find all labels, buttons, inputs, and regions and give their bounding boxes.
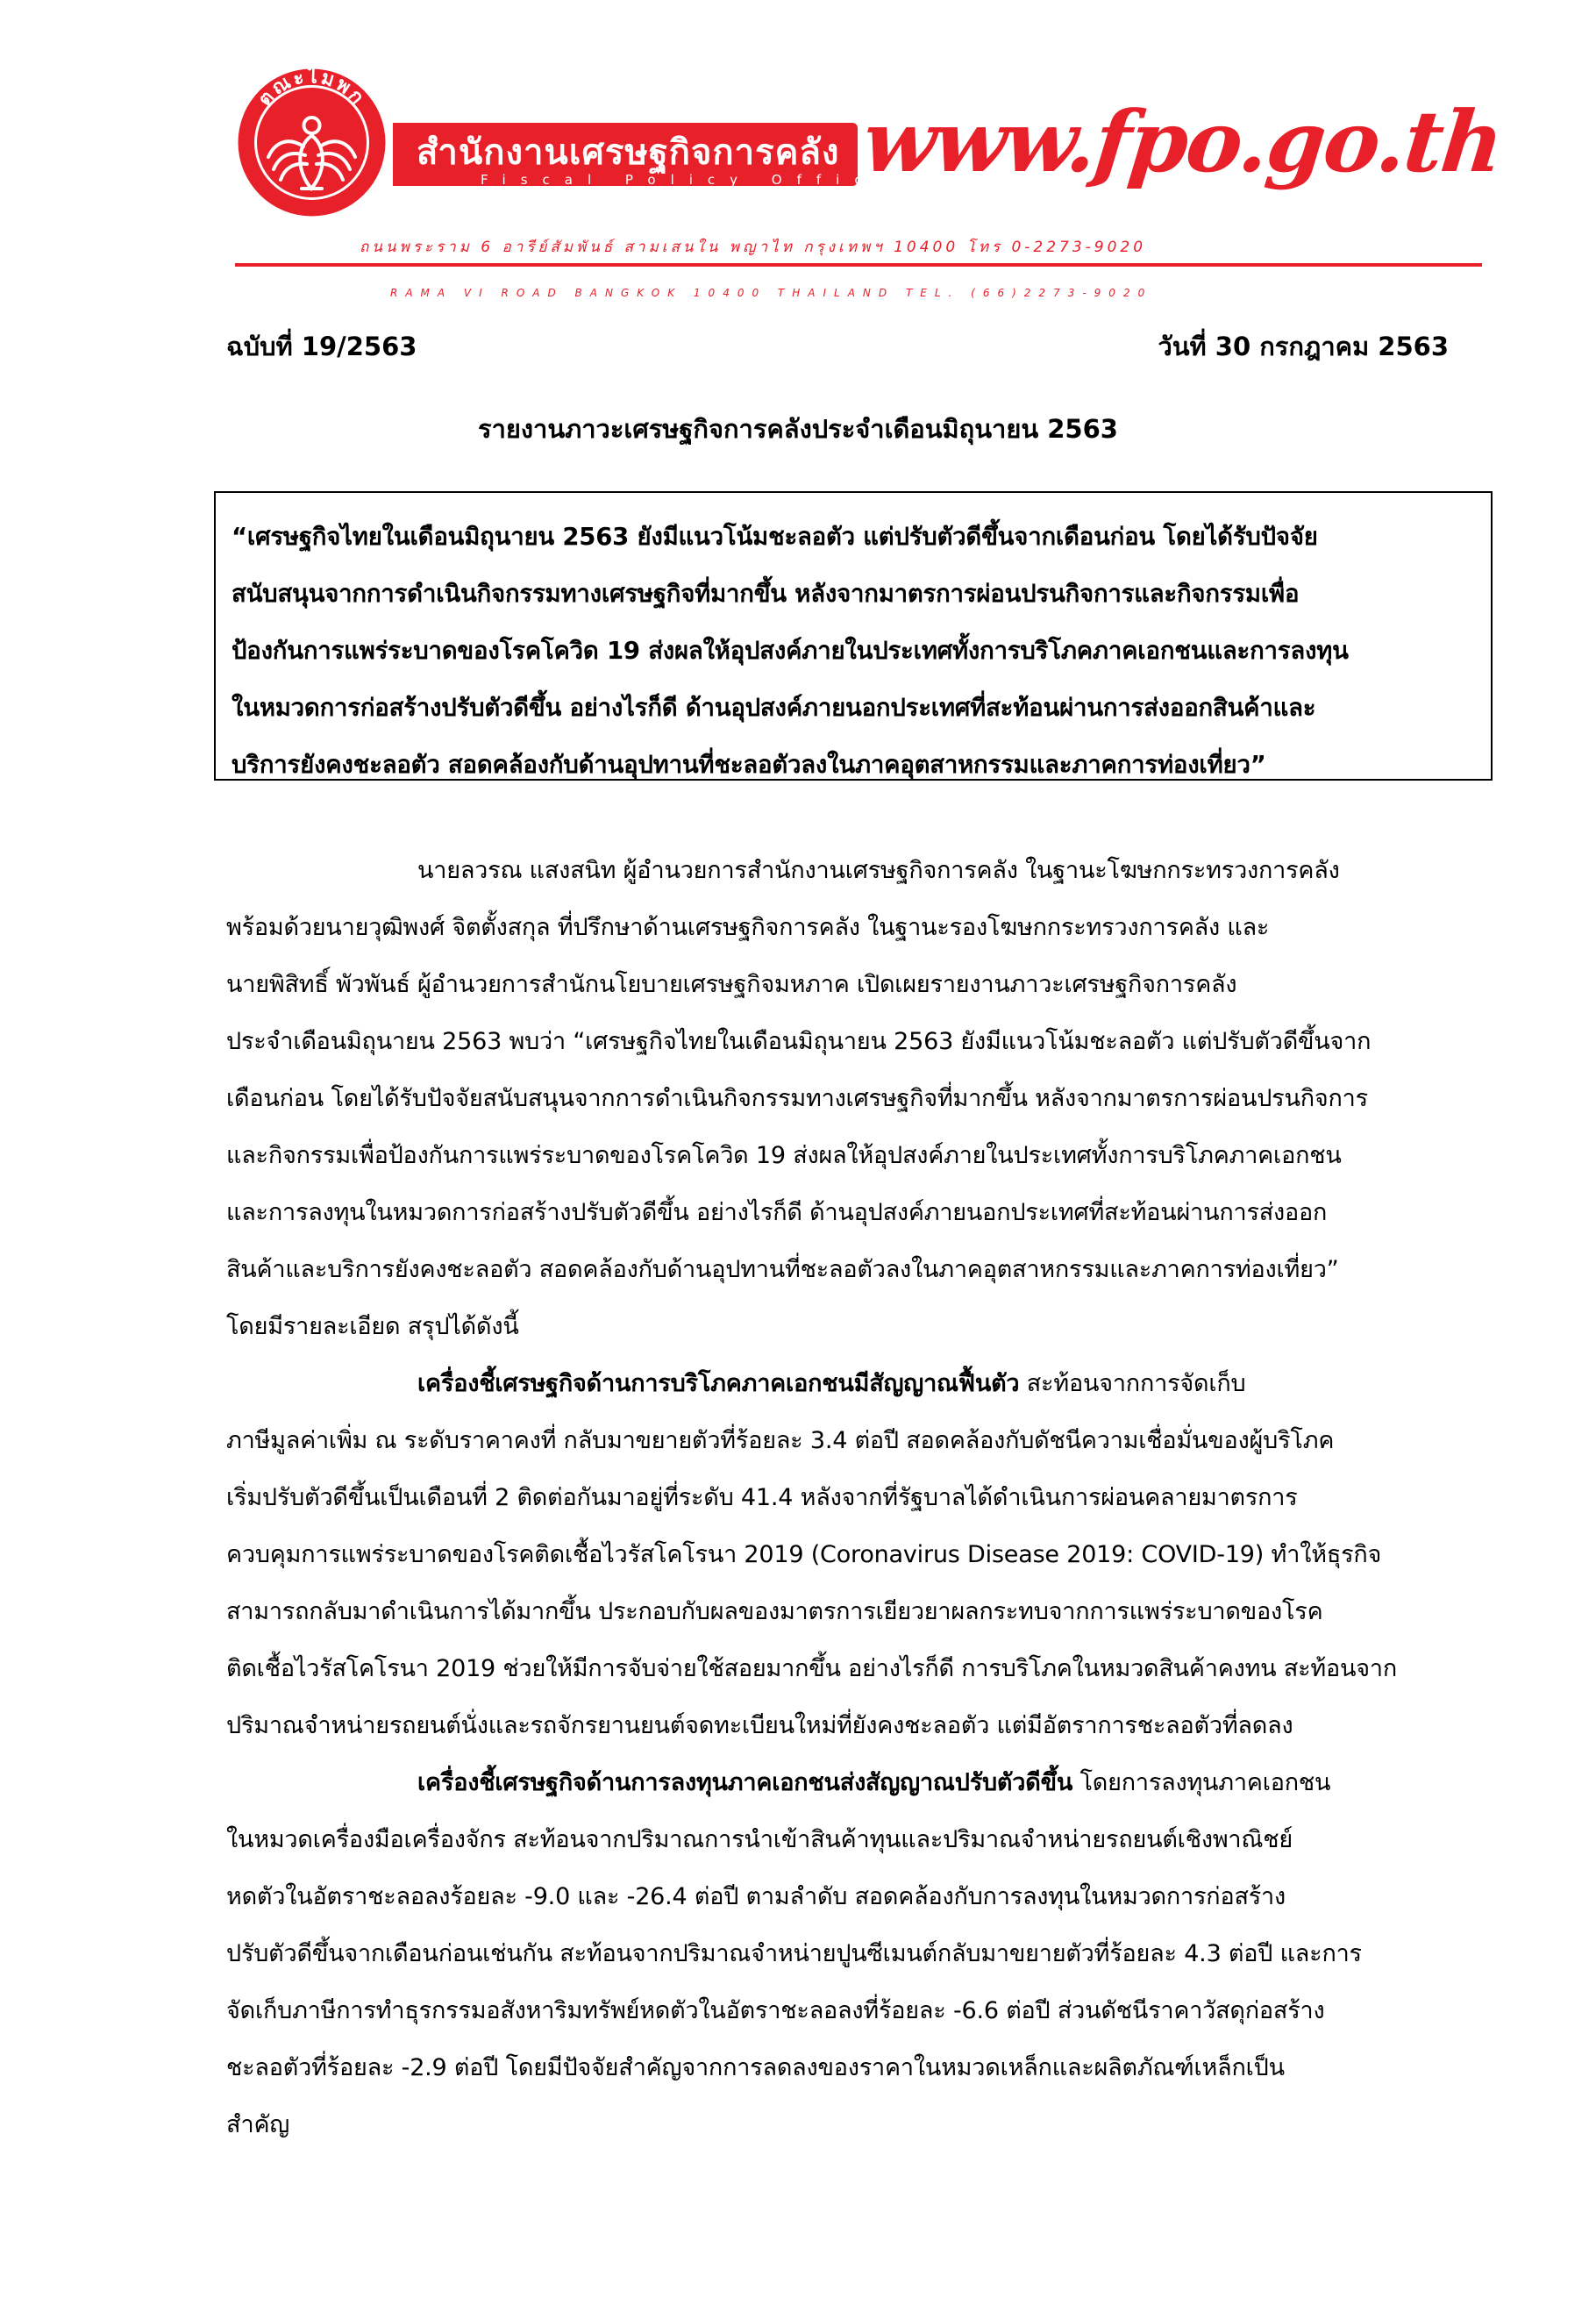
consumption-heading: เครื่องชี้เศรษฐกิจด้านการบริโภคภาคเอกชนมีสัญญาณฟื้นตัว [417,1370,1020,1397]
body-line: ภาษีมูลค่าเพิ่ม ณ ระดับราคาคงที่ กลับมาขยายตัวที่ร้อยละ 3.4 ต่อปี สอดคล้องกับดัชนีความเชื่อมั่นของผู้บริโภค [226,1427,1335,1454]
body-line: และกิจกรรมเพื่อป้องกันการแพร่ระบาดของโรคโควิด 19 ส่งผลให้อุปสงค์ภายในประเทศทั้งการบริโภคภาคเอกชน [226,1142,1342,1169]
body-line: โดยมีรายละเอียด สรุปได้ดังนี้ [226,1313,519,1340]
consumption-lead: สะท้อนจากการจัดเก็บ [1019,1370,1246,1397]
body-line: เริ่มปรับตัวดีขึ้นเป็นเดือนที่ 2 ติดต่อกันมาอยู่ที่ระดับ 41.4 หลังจากที่รัฐบาลได้ดำเนินการผ่อนคลายมาตรการ [226,1484,1298,1511]
body-line: ติดเชื้อไวรัสโคโรนา 2019 ช่วยให้มีการจับจ่ายใช้สอยมากขึ้น อย่างไรก็ดี การบริโภคในหมวดสินค้าคงทน สะท้อนจาก [226,1655,1398,1682]
body-line: ปรับตัวดีขึ้นจากเดือนก่อนเช่นกัน สะท้อนจากปริมาณจำหน่ายปูนซีเมนต์กลับมาขยายตัวที่ร้อยละ 4.3 ต่อปี และการ [226,1940,1362,1967]
body-line: จัดเก็บภาษีการทำธุรกรรมอสังหาริมทรัพย์หดตัวในอัตราชะลอลงที่ร้อยละ -6.6 ต่อปี ส่วนดัชนีราคาวัสดุก่อสร้าง [226,1997,1325,2024]
summary-line: ในหมวดการก่อสร้างปรับตัวดีขึ้น อย่างไรก็ดี ด้านอุปสงค์ภายนอกประเทศที่สะท้อนผ่านการส่งออกสินค้าและ [232,694,1316,722]
summary-line: ป้องกันการแพร่ระบาดของโรคโควิด 19 ส่งผลให้อุปสงค์ภายในประเทศทั้งการบริโภคภาคเอกชนและการลงทุน [232,637,1349,665]
issue-number: ฉบับที่ 19/2563 [226,332,417,361]
website-url[interactable]: www.fpo.go.th [859,92,1507,191]
body-line: เดือนก่อน โดยได้รับปัจจัยสนับสนุนจากการดำเนินกิจกรรมทางเศรษฐกิจที่มากขึ้น หลังจากมาตรการผ่อนปรนกิจการ [226,1085,1368,1112]
investment-heading: เครื่องชี้เศรษฐกิจด้านการลงทุนภาคเอกชนส่งสัญญาณปรับตัวดีขึ้น [417,1769,1073,1796]
body-line: พร้อมด้วยนายวุฒิพงศ์ จิตตั้งสกุล ที่ปรึกษาด้านเศรษฐกิจการคลัง ในฐานะรองโฆษกกระทรวงการคลัง และ [226,914,1270,941]
body-line: และการลงทุนในหมวดการก่อสร้างปรับตัวดีขึ้น อย่างไรก็ดี ด้านอุปสงค์ภายนอกประเทศที่สะท้อนผ่านการส่งออก [226,1199,1328,1226]
body-line: ชะลอตัวที่ร้อยละ -2.9 ต่อปี โดยมีปัจจัยสำคัญจากการลดลงของราคาในหมวดเหล็กและผลิตภัณฑ์เหล็กเป็น [226,2054,1285,2081]
fpo-logo [235,66,388,219]
summary-box [214,491,1493,781]
body-line: สินค้าและบริการยังคงชะลอตัว สอดคล้องกับด้านอุปทานที่ชะลอตัวลงในภาคอุตสาหกรรมและภาคการท่องเที่ยว” [226,1256,1339,1283]
body-line: นายลวรณ แสงสนิท ผู้อำนวยการสำนักงานเศรษฐกิจการคลัง ในฐานะโฆษกกระทรวงการคลัง [417,857,1340,884]
logo-text: ตณะไมพก [253,66,370,111]
report-body [226,842,1489,2153]
letterhead-divider [235,263,1482,267]
body-line: หดตัวในอัตราชะลอลงร้อยละ -9.0 และ -26.4 ต่อปี ตามลำดับ สอดคล้องกับการลงทุนในหมวดการก่อสร้าง [226,1883,1286,1910]
body-line: ควบคุมการแพร่ระบาดของโรคติดเชื้อไวรัสโคโรนา 2019 (Coronavirus Disease 2019: COVID-19) ทำให้ธุรกิจ [226,1541,1382,1568]
address-en: RAMA VI ROAD BANGKOK 10400 THAILAND TEL. (66)2273-9020 [390,287,1153,299]
body-line: ปริมาณจำหน่ายรถยนต์นั่งและรถจักรยานยนต์จดทะเบียนใหม่ที่ยังคงชะลอตัว แต่มีอัตราการชะลอตัวที่ลดลง [226,1712,1293,1739]
summary-line: สนับสนุนจากการดำเนินกิจกรรมทางเศรษฐกิจที่มากขึ้น หลังจากมาตรการผ่อนปรนกิจการและกิจกรรมเพื่อ [232,580,1300,608]
body-line: สำคัญ [226,2111,290,2138]
consumption-first-line [226,1355,1489,1412]
office-name-en: Fiscal Policy Office [481,172,900,188]
body-line: ในหมวดเครื่องมือเครื่องจักร สะท้อนจากปริมาณการนำเข้าสินค้าทุนและปริมาณจำหน่ายรถยนต์เชิงพาณิชย์ [226,1826,1293,1853]
body-line: นายพิสิทธิ์ พัวพันธ์ ผู้อำนวยการสำนักนโยบายเศรษฐกิจมหภาค เปิดเผยรายงานภาวะเศรษฐกิจการคลัง [226,971,1237,998]
office-name-th: สำนักงานเศรษฐกิจการคลัง [417,132,840,173]
address-th: ถนนพระราม 6 อารีย์สัมพันธ์ สามเสนใน พญาไท กรุงเทพฯ 10400 โทร 0-2273-9020 [360,239,1147,256]
body-line: สามารถกลับมาดำเนินการได้มากขึ้น ประกอบกับผลของมาตรการเยียวยาผลกระทบจากการแพร่ระบาดของโรค [226,1598,1323,1625]
report-title: รายงานภาวะเศรษฐกิจการคลังประจำเดือนมิถุนายน 2563 [478,414,1118,444]
summary-line: “เศรษฐกิจไทยในเดือนมิถุนายน 2563 ยังมีแนวโน้มชะลอตัว แต่ปรับตัวดีขึ้นจากเดือนก่อน โดยได้รับปัจจัย [232,523,1318,551]
issue-date: วันที่ 30 กรกฎาคม 2563 [1158,332,1449,361]
body-line: ประจำเดือนมิถุนายน 2563 พบว่า “เศรษฐกิจไทยในเดือนมิถุนายน 2563 ยังมีแนวโน้มชะลอตัว แต่ปรับตัวดีขึ้นจาก [226,1028,1372,1055]
investment-first-line [226,1754,1489,1811]
investment-lead: โดยการลงทุนภาคเอกชน [1072,1769,1331,1796]
summary-line: บริการยังคงชะลอตัว สอดคล้องกับด้านอุปทานที่ชะลอตัวลงในภาคอุตสาหกรรมและภาคการท่องเที่ยว” [232,751,1266,779]
